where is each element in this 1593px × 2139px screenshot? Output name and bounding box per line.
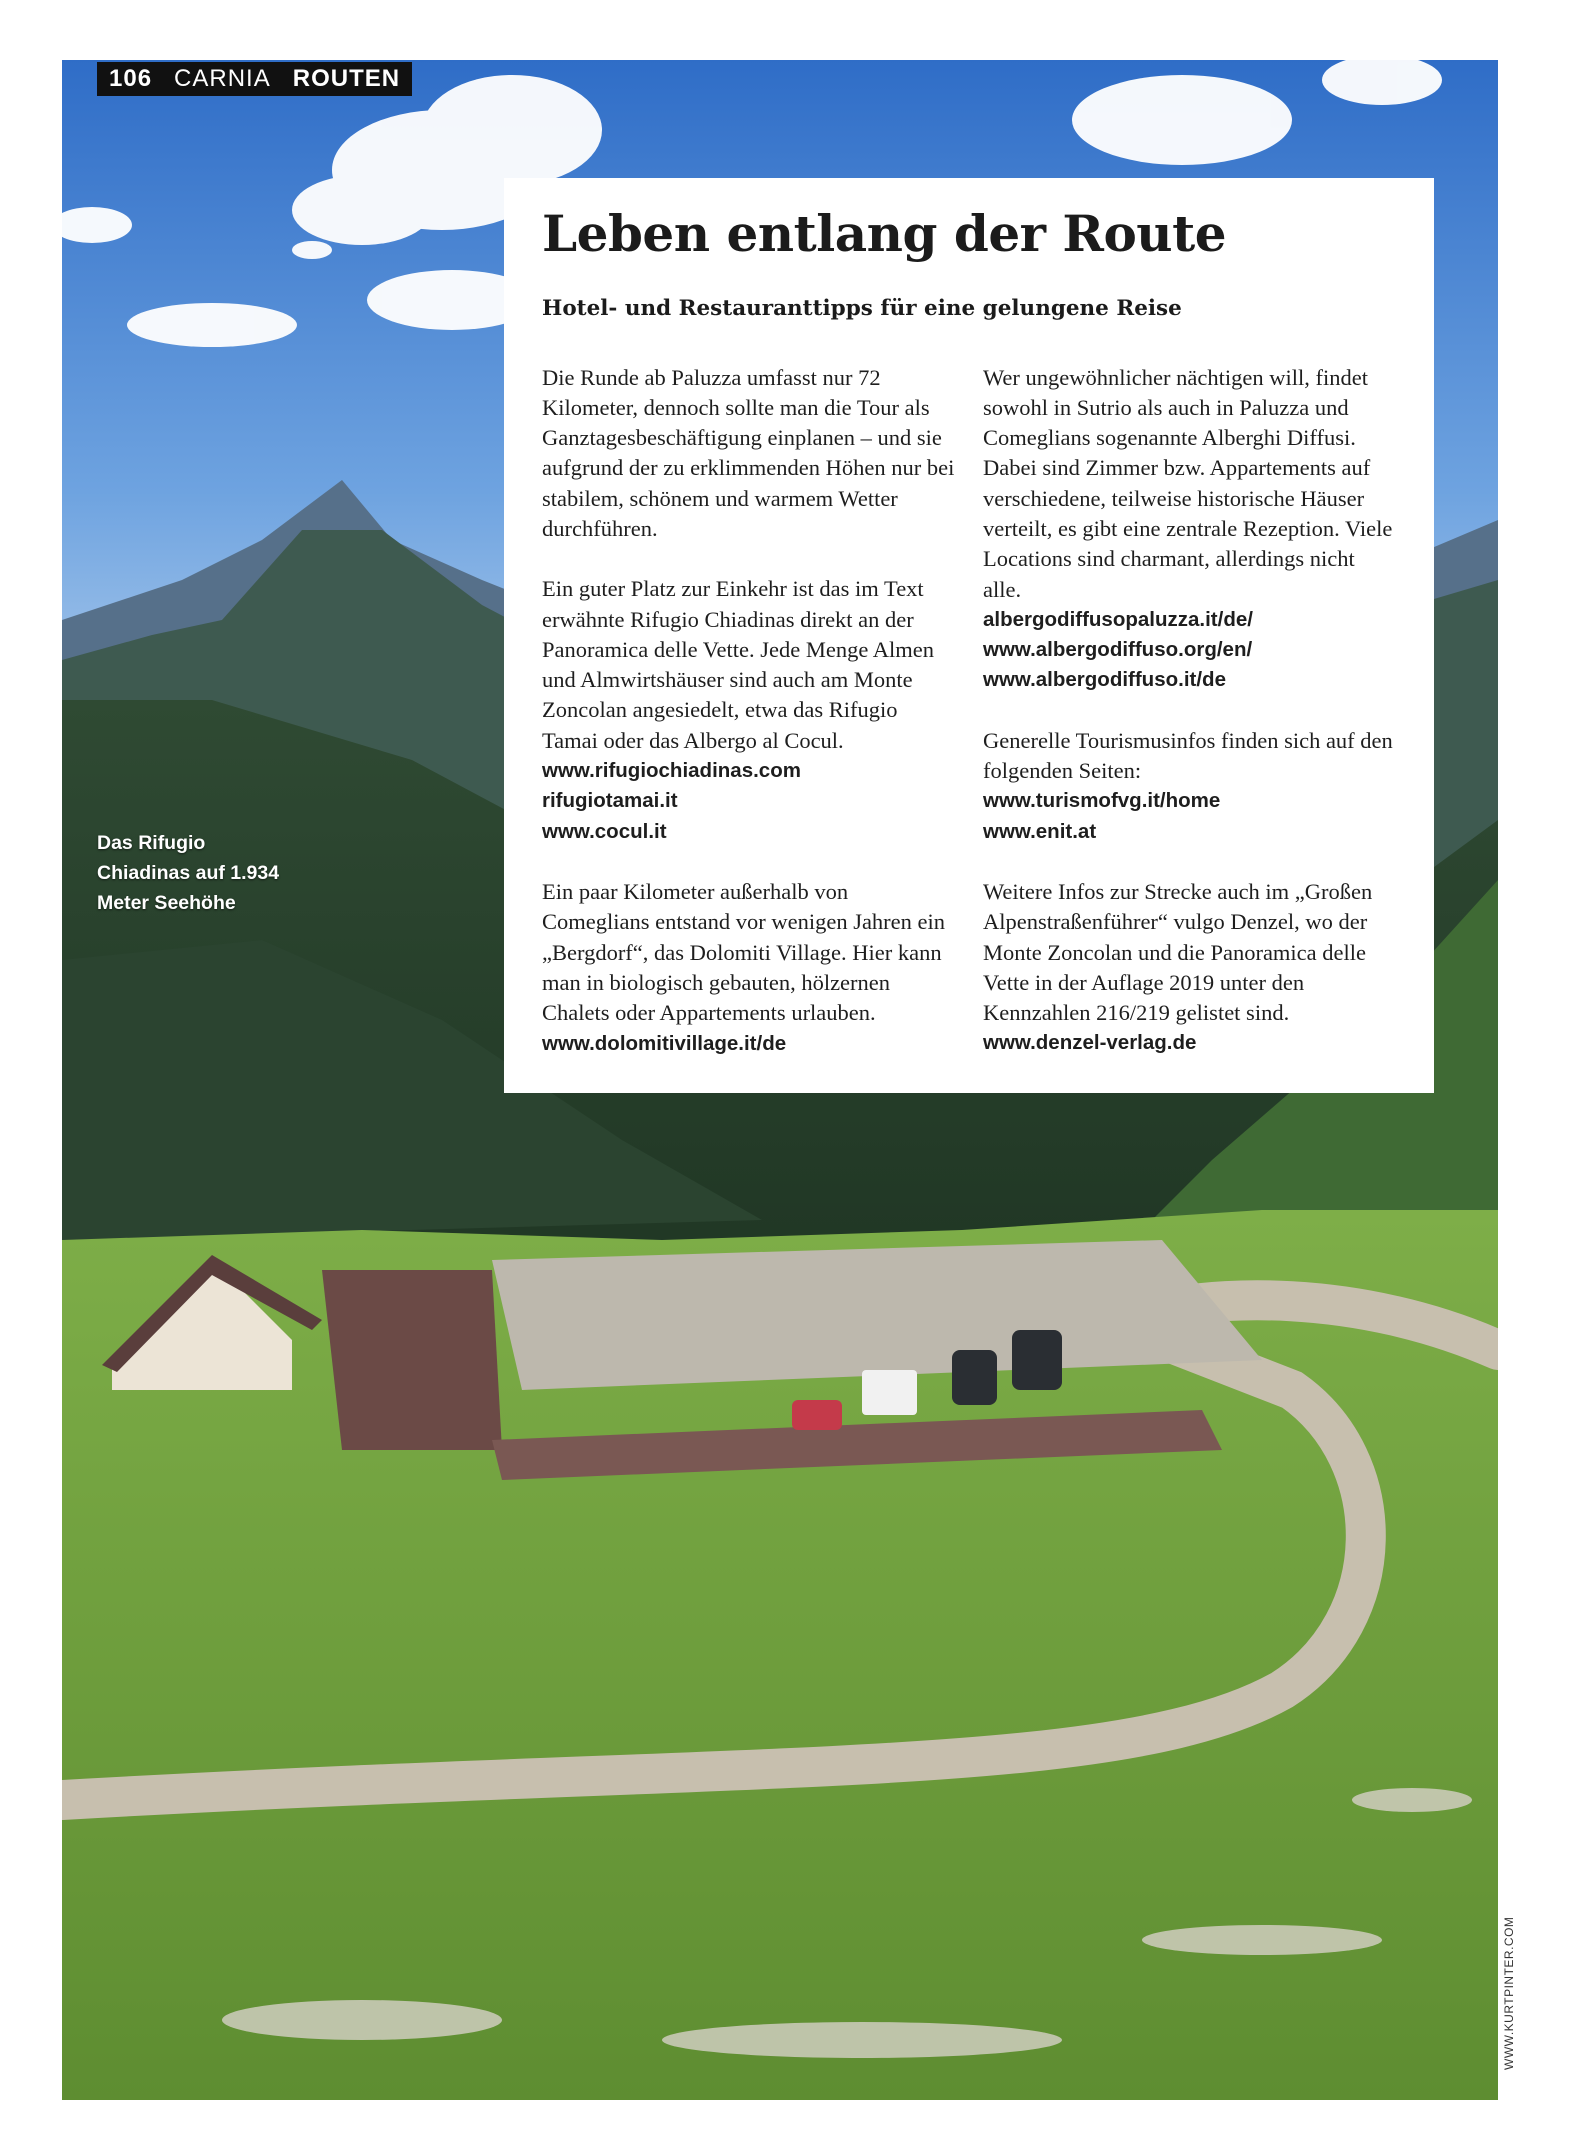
link-turismofvg[interactable]: www.turismofvg.it/home — [983, 789, 1221, 813]
paragraph-text: Generelle Tourismusinfos finden sich auf den folgenden Seiten: — [983, 727, 1393, 784]
paragraph-text: Ein guter Platz zur Einkehr ist das im Text erwähnte Rifugio Chiadinas direkt an der Panoramica delle Vette. Jede Menge Almen und Almwirtshäuser sind auch am Monte Zoncolan angesiedelt, etwa das Rifugio Tamai oder das Albergo al Cocul. — [542, 576, 934, 753]
link-rifugiotamai[interactable]: rifugiotamai.it — [542, 789, 678, 813]
photo-caption — [97, 828, 317, 918]
column-right — [983, 363, 1398, 1090]
section-label: CARNIA — [174, 65, 271, 92]
category-label: ROUTEN — [292, 65, 401, 92]
paragraph — [983, 726, 1398, 847]
page-header — [97, 62, 412, 96]
link-dolomitivillage[interactable]: www.dolomitivillage.it/de — [542, 1032, 787, 1056]
article-title: Leben entlang der Route — [542, 204, 1227, 263]
link-albergodiffuso-it[interactable]: www.albergodiffuso.it/de — [983, 668, 1226, 692]
link-rifugiochiadinas[interactable]: www.rifugiochiadinas.com — [542, 759, 801, 783]
link-cocul[interactable]: www.cocul.it — [542, 819, 667, 843]
caption-line: Das Rifugio — [97, 832, 206, 854]
paragraph-text: Weitere Infos zur Strecke auch im „Großen Alpenstraßenführer“ vulgo Denzel, wo der Monte Zoncolan und die Panoramica delle Vette in der Auflage 2019 unter den Kennzahlen 216/219 gelistet sind. — [983, 878, 1373, 1026]
link-albergodiffusopaluzza[interactable]: albergodiffusopaluzza.it/de/ — [983, 607, 1253, 631]
text-columns — [542, 363, 1398, 1090]
caption-line: Meter Seehöhe — [97, 892, 236, 914]
link-enit[interactable]: www.enit.at — [983, 819, 1097, 843]
photo-credit: WWW.KURTPINTER.COM — [1502, 1916, 1516, 2070]
page-number: 106 — [109, 65, 153, 92]
caption-line: Chiadinas auf 1.934 — [97, 862, 280, 884]
link-denzel-verlag[interactable]: www.denzel-verlag.de — [983, 1031, 1197, 1055]
info-box — [504, 178, 1434, 1093]
paragraph-text: Wer ungewöhnlicher nächtigen will, findet sowohl in Sutrio als auch in Paluzza und Comeglians sogenannte Alberghi Diffusi. Dabei sind Zimmer bzw. Appartements auf verschiedene, teilweise historische Häuser verteilt, es gibt eine zentrale Rezeption. Viele Locations sind charmant, allerdings nicht alle. — [983, 364, 1393, 602]
paragraph — [983, 877, 1398, 1059]
column-left — [542, 363, 957, 1090]
article-subtitle: Hotel- und Restauranttipps für eine gelungene Reise — [542, 295, 1182, 321]
paragraph — [542, 877, 957, 1060]
paragraph — [983, 363, 1398, 696]
paragraph: Die Runde ab Paluzza umfasst nur 72 Kilometer, dennoch sollte man die Tour als Ganztagesbeschäftigung einplanen – und sie aufgrund der zu erklimmenden Höhen nur bei stabilem, schönem und warmem Wetter durchführen. — [542, 364, 955, 541]
link-albergodiffuso-org[interactable]: www.albergodiffuso.org/en/ — [983, 638, 1253, 662]
paragraph — [542, 574, 957, 847]
paragraph-text: Ein paar Kilometer außerhalb von Comeglians entstand vor wenigen Jahren ein „Bergdorf“, das Dolomiti Village. Hier kann man in biologisch gebauten, hölzernen Chalets oder Appartements urlauben. — [542, 878, 946, 1026]
